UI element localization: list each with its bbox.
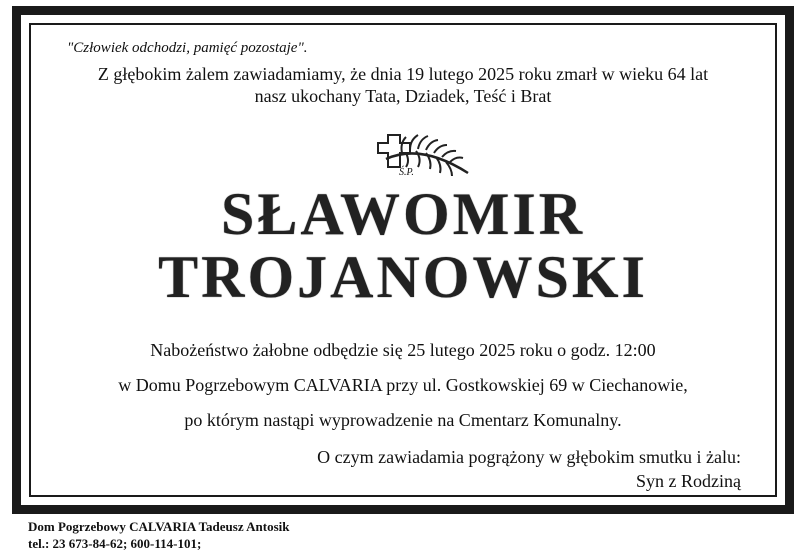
funeral-home-footer bbox=[28, 518, 290, 552]
funeral-home-phone: tel.: 23 673-84-62; 600-114-101; bbox=[28, 536, 202, 551]
closing-line-2: Syn z Rodziną bbox=[636, 471, 741, 491]
service-line-2: w Domu Pogrzebowym CALVARIA przy ul. Gostkowskiej 69 w Ciechanowie, bbox=[118, 375, 688, 395]
service-line-1: Nabożeństwo żałobne odbędzie się 25 lutego 2025 roku o godz. 12:00 bbox=[150, 340, 656, 360]
obituary-frame bbox=[12, 6, 794, 514]
closing-line-1: O czym zawiadamia pogrążony w głębokim smutku i żalu: bbox=[317, 447, 741, 467]
deceased-first-name: SŁAWOMIR bbox=[220, 181, 586, 247]
motto-quote: "Człowiek odchodzi, pamięć pozostaje". bbox=[67, 40, 308, 56]
announcement-intro bbox=[21, 63, 785, 107]
funeral-service-details bbox=[21, 333, 785, 438]
emblem-label: Ś.P. bbox=[399, 167, 414, 178]
closing-signature bbox=[317, 445, 741, 493]
deceased-last-name: TROJANOWSKI bbox=[158, 244, 648, 310]
funeral-home-name: Dom Pogrzebowy CALVARIA Tadeusz Antosik bbox=[28, 519, 290, 534]
announcement-intro-line-1: Z głębokim żalem zawiadamiamy, że dnia 19 lutego 2025 roku zmarł w wieku 64 lat bbox=[97, 64, 709, 84]
cross-with-palm-branch-icon bbox=[366, 129, 471, 185]
service-line-3: po którym nastąpi wyprowadzenie na Cmentarz Komunalny. bbox=[184, 410, 622, 430]
announcement-intro-line-2: nasz ukochany Tata, Dziadek, Teść i Brat bbox=[254, 86, 552, 106]
